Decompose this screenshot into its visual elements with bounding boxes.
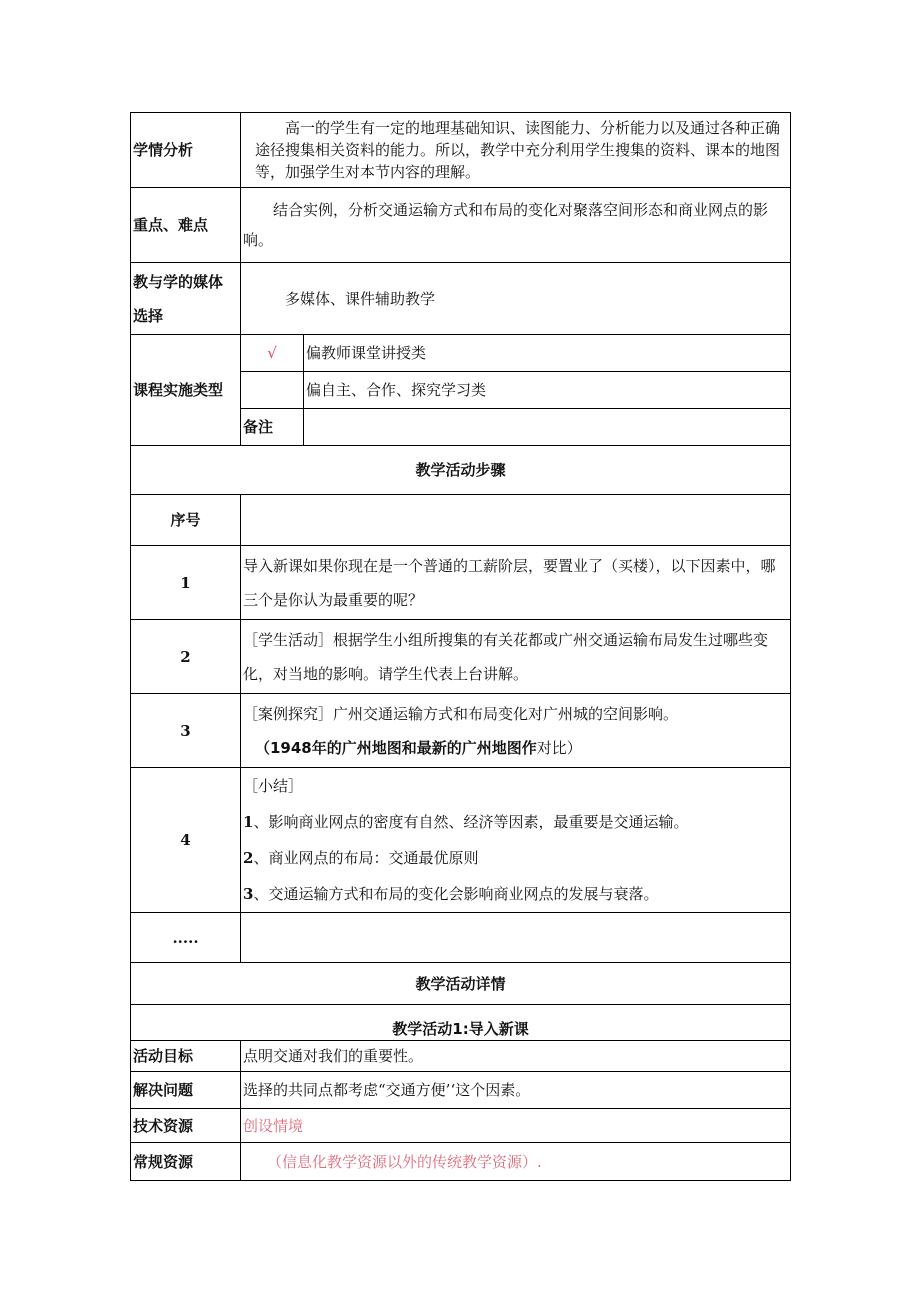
- analysis-row: [131, 113, 791, 188]
- note-value: [304, 409, 791, 446]
- details-heading-row: [131, 963, 791, 1005]
- media-label-line1: 教与学的媒体: [133, 272, 224, 291]
- step-row: [131, 768, 791, 913]
- summary-item: 1、影响商业网点的密度有自然、经济等因素，最重要是交通运输。: [243, 813, 689, 831]
- detail-row: [131, 1143, 791, 1181]
- course-type-option: 偏教师课堂讲授类: [304, 335, 791, 372]
- step-text: ［案例探究］广州交通运输方式和布局变化对广州城的空间影响。: [243, 704, 679, 723]
- step-number: 1: [131, 546, 241, 620]
- step-row: [131, 620, 791, 694]
- analysis-label: 学情分析: [131, 113, 241, 188]
- media-label-line2: 选择: [133, 306, 164, 325]
- detail-row: [131, 1109, 791, 1143]
- lesson-plan-document: [130, 112, 790, 1181]
- seq-label: 序号: [131, 495, 241, 546]
- step-number-ellipsis: .....: [131, 913, 241, 963]
- course-type-option: 偏自主、合作、探究学习类: [304, 372, 791, 409]
- step-text-tail: 对比）: [536, 738, 582, 757]
- key-points-row: [131, 188, 791, 263]
- lesson-plan-table: [130, 112, 791, 1181]
- details-heading: 教学活动详情: [131, 963, 791, 1005]
- detail-label: 解决问题: [131, 1072, 241, 1109]
- step-row: [131, 694, 791, 768]
- media-row: [131, 263, 791, 335]
- detail-value: 点明交通对我们的重要性。: [241, 1041, 791, 1072]
- step-number: 4: [131, 768, 241, 913]
- key-points-text: 结合实例，分析交通运输方式和布局的变化对聚落空间形态和商业网点的影响。: [243, 201, 769, 249]
- step-text-bold: （1948年的广州地图和最新的广州地图作: [255, 738, 537, 757]
- step-number: 3: [131, 694, 241, 768]
- course-type-option-row: [131, 335, 791, 372]
- activity-title: 教学活动1:导入新课: [131, 1005, 791, 1041]
- detail-row: [131, 1072, 791, 1109]
- detail-row: [131, 1041, 791, 1072]
- media-text: 多媒体、课件辅助教学: [285, 289, 436, 308]
- summary-title: ［小结］: [243, 777, 304, 795]
- summary-item: 3、交通运输方式和布局的变化会影响商业网点的发展与衰落。: [243, 885, 659, 903]
- steps-heading: 教学活动步骤: [131, 446, 791, 495]
- note-label: 备注: [241, 409, 304, 446]
- step-row: [131, 546, 791, 620]
- check-mark-icon: √: [241, 335, 304, 372]
- step-number: 2: [131, 620, 241, 694]
- detail-label: 技术资源: [131, 1109, 241, 1143]
- key-points-label: 重点、难点: [131, 188, 241, 263]
- course-type-label: 课程实施类型: [131, 335, 241, 446]
- detail-value: 选择的共同点都考虑“交通方便’‘这个因素。: [241, 1072, 791, 1109]
- check-mark-empty: [241, 372, 304, 409]
- detail-label: 活动目标: [131, 1041, 241, 1072]
- seq-header-row: [131, 495, 791, 546]
- step-row: [131, 913, 791, 963]
- summary-item: 2、商业网点的布局：交通最优原则: [243, 849, 479, 867]
- detail-value: 创设情境: [241, 1109, 791, 1143]
- steps-heading-row: [131, 446, 791, 495]
- analysis-text: 高一的学生有一定的地理基础知识、读图能力、分析能力以及通过各种正确途径搜集相关资料的能力。所以，教学中充分利用学生搜集的资料、课本的地图等，加强学生对本节内容的理解。: [255, 119, 781, 181]
- step-text: ［学生活动］根据学生小组所搜集的有关花都或广州交通运输布局发生过哪些变化，对当地的影响。请学生代表上台讲解。: [243, 630, 769, 683]
- detail-value: （信息化教学资源以外的传统教学资源）.: [241, 1143, 791, 1181]
- activity-title-row: [131, 1005, 791, 1041]
- detail-label: 常规资源: [131, 1143, 241, 1181]
- step-text: 导入新课如果你现在是一个普通的工薪阶层，要置业了（买楼），以下因素中，哪三个是你认为最重要的呢？: [243, 556, 776, 609]
